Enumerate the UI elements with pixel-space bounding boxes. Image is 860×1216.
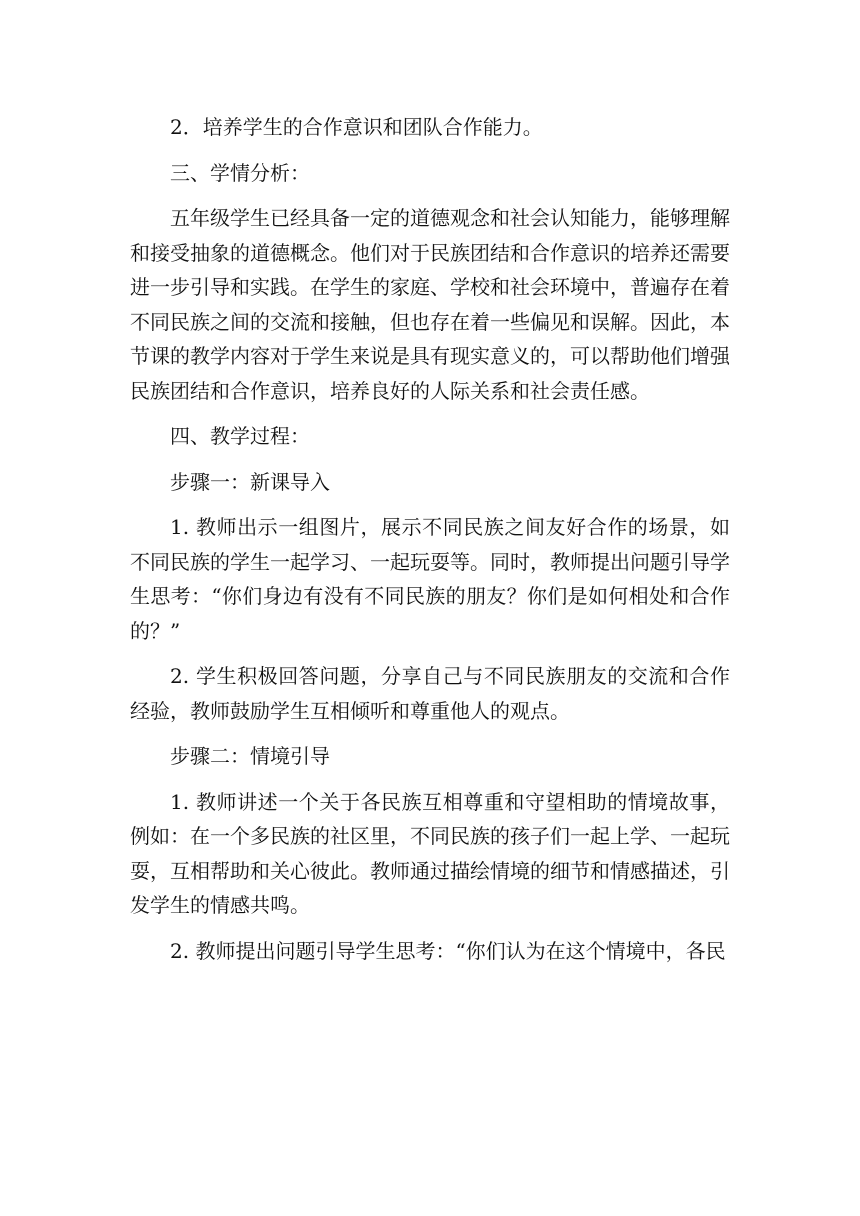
section-heading-teaching-process: 四、教学过程： xyxy=(170,424,310,448)
document-page xyxy=(130,110,730,968)
section-heading-student-analysis: 三、学情分析： xyxy=(170,160,310,185)
step-one-item-2: 2. 学生积极回答问题，分享自己与不同民族朋友的交流和合作经验，教师鼓励学生互相倾听和尊重他人的观点。 xyxy=(130,664,730,723)
step-one-item-1: 1. 教师出示一组图片，展示不同民族之间友好合作的场景，如不同民族的学生一起学习、一起玩耍等。同时，教师提出问题引导学生思考：“你们身边有没有不同民族的朋友？你们是如何相处和合作的？” xyxy=(130,515,730,643)
objective-item-2: 2．培养学生的合作意识和团队合作能力。 xyxy=(170,115,543,139)
student-analysis-paragraph: 五年级学生已经具备一定的道德观念和社会认知能力，能够理解和接受抽象的道德概念。他们对于民族团结和合作意识的培养还需要进一步引导和实践。在学生的家庭、学校和社会环境中，普遍存在着不同民族之间的交流和接触，但也存在着一些偏见和误解。因此，本节课的教学内容对于学生来说是具有现实意义的，可以帮助他们增强民族团结和合作意识，培养良好的人际关系和社会责任感。 xyxy=(130,206,730,403)
step-two-item-2: 2. 教师提出问题引导学生思考：“你们认为在这个情境中，各民 xyxy=(170,938,726,963)
step-two-item-1: 1. 教师讲述一个关于各民族互相尊重和守望相助的情境故事，例如：在一个多民族的社区里，不同民族的孩子们一起上学、一起玩耍，互相帮助和关心彼此。教师通过描绘情境的细节和情感描述，引发学生的情感共鸣。 xyxy=(130,789,730,917)
step-one-heading: 步骤一：新课导入 xyxy=(170,469,330,494)
step-two-heading: 步骤二：情境引导 xyxy=(170,744,330,768)
